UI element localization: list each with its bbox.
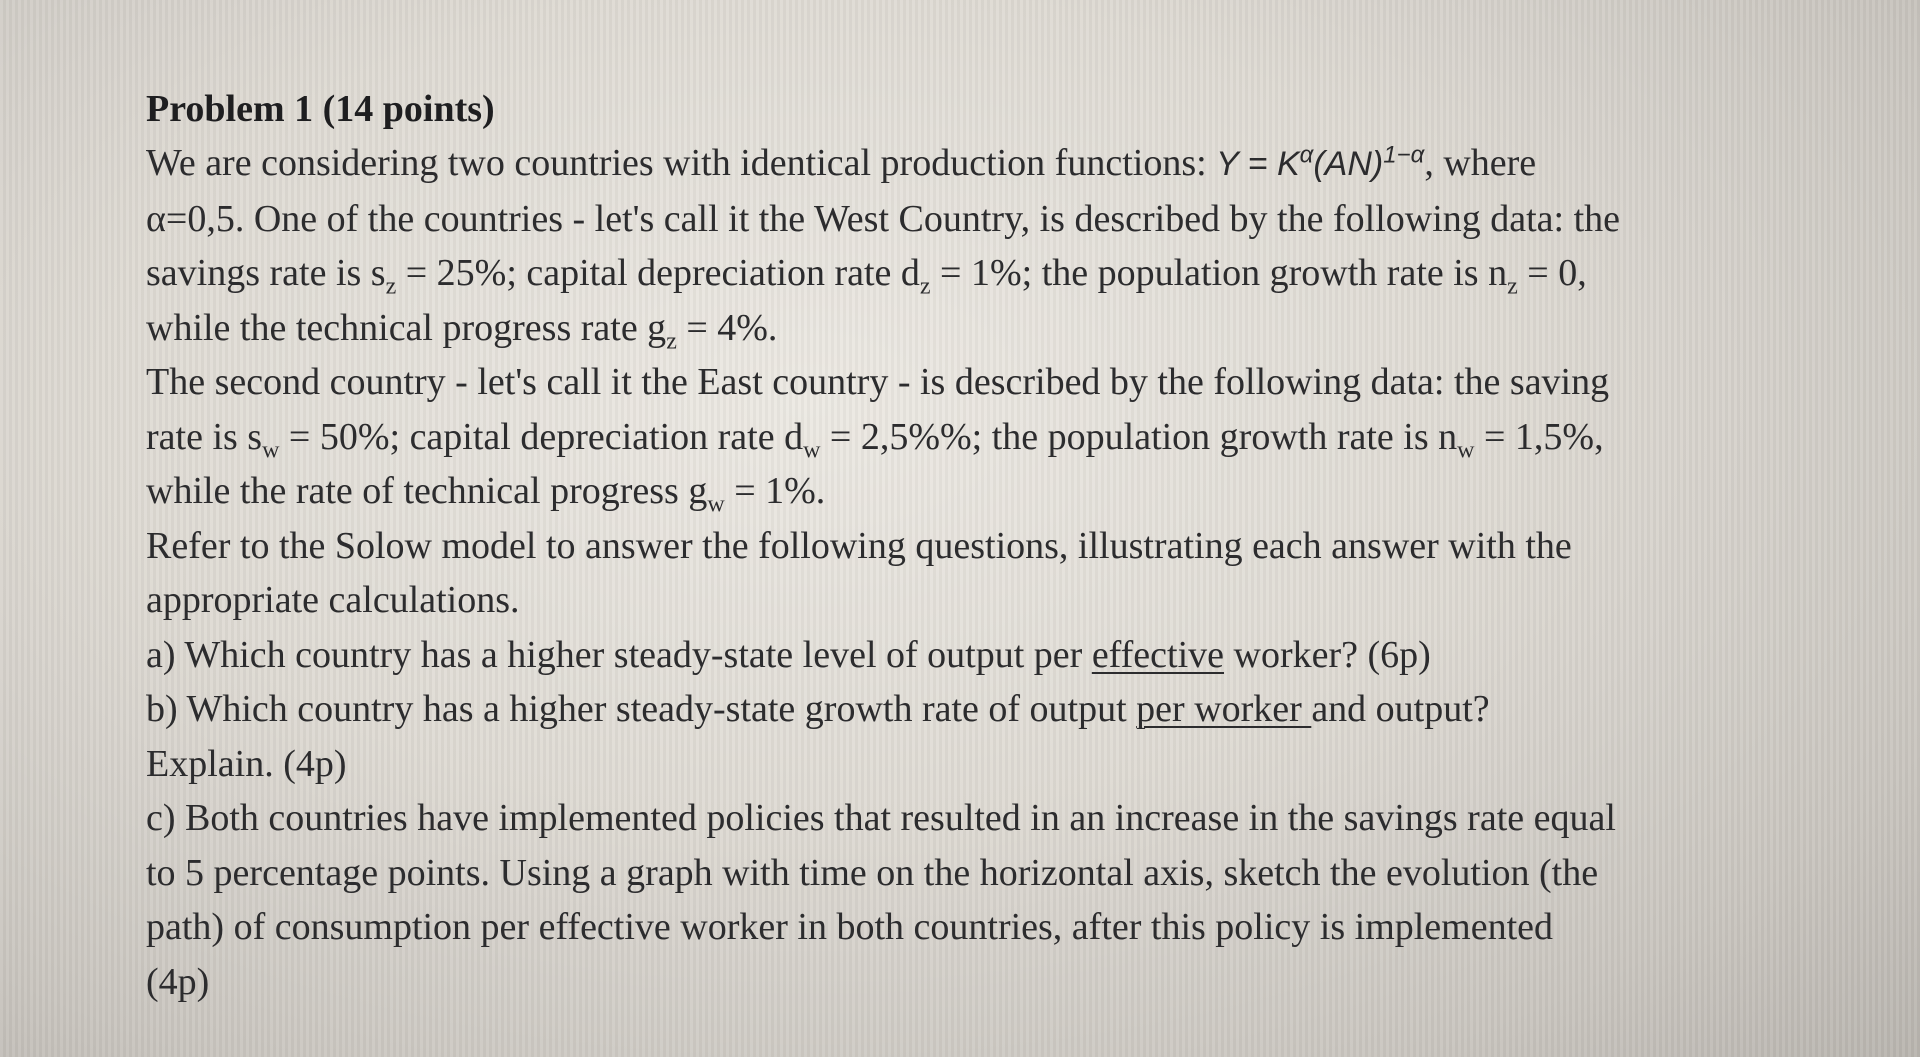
question-b-text-end: and output?	[1311, 688, 1490, 730]
question-a	[146, 628, 1806, 683]
question-c-line-1: c) Both countries have implemented policies that resulted in an increase in the savings rate equal	[146, 797, 1616, 839]
west-tech-line	[146, 301, 1806, 356]
east-savings-label: rate is s	[146, 415, 263, 458]
instructions-line-1: Refer to the Solow model to answer the following questions, illustrating each answer with the	[146, 524, 1572, 567]
subscript: w	[262, 437, 280, 464]
subscript: z	[385, 273, 397, 300]
east-line-1: The second country - let's call it the East country - is described by the following data: the saving	[146, 361, 1610, 403]
subscript: z	[1507, 273, 1518, 300]
west-data-line	[146, 246, 1806, 301]
west-population-value: = 0,	[1517, 252, 1587, 294]
production-function-formula	[1216, 141, 1425, 183]
subscript: w	[803, 437, 821, 464]
formula-base: Y = K	[1216, 145, 1300, 183]
problem-document	[146, 82, 1806, 1009]
intro-text-where: , where	[1424, 142, 1537, 184]
intro-line-1	[146, 136, 1806, 192]
subscript: z	[666, 328, 677, 355]
subscript: w	[707, 491, 725, 518]
subscript: z	[919, 273, 931, 300]
question-c-line-2: to 5 percentage points. Using a graph with time on the horizontal axis, sketch the evolution (the	[146, 851, 1599, 894]
west-savings-label: savings rate is s	[146, 252, 386, 294]
question-a-text: a) Which country has a higher steady-state level of output per	[146, 633, 1092, 676]
west-tech-label: while the technical progress rate g	[146, 306, 667, 349]
east-population-label: = 2,5%%; the population growth rate is n	[820, 415, 1458, 458]
intro-line-2: α=0,5. One of the countries - let's call it the West Country, is described by the following data: the	[146, 197, 1621, 240]
east-population-value: = 1,5%,	[1474, 415, 1604, 458]
question-b-underlined: per worker	[1136, 688, 1312, 730]
problem-title: Problem 1 (14 points)	[146, 88, 495, 130]
question-c-line-3: path) of consumption per effective worker in both countries, after this policy is implemented	[146, 906, 1554, 948]
east-data-line	[146, 410, 1806, 465]
formula-an: (AN)	[1313, 145, 1384, 183]
question-b-text: b) Which country has a higher steady-state growth rate of output	[146, 688, 1137, 730]
west-depreciation-label: = 25%; capital depreciation rate d	[396, 252, 920, 294]
east-tech-line	[146, 464, 1806, 519]
east-tech-value: = 1%.	[724, 470, 826, 512]
east-depreciation-label: = 50%; capital depreciation rate d	[279, 415, 804, 458]
question-a-underlined: effective	[1091, 633, 1225, 676]
east-tech-label: while the rate of technical progress g	[146, 470, 708, 512]
intro-text: We are considering two countries with identical production functions:	[146, 142, 1217, 184]
question-c-line-4: (4p)	[146, 960, 210, 1003]
west-tech-value: = 4%.	[676, 306, 778, 349]
question-b	[146, 682, 1806, 737]
west-population-label: = 1%; the population growth rate is n	[930, 252, 1508, 294]
formula-exponent-one-minus-alpha: 1−α	[1383, 141, 1425, 169]
subscript: w	[1457, 437, 1475, 464]
formula-exponent-alpha: α	[1299, 141, 1314, 169]
question-b-line-2: Explain. (4p)	[146, 742, 347, 785]
instructions-line-2: appropriate calculations.	[146, 579, 520, 621]
question-a-points: worker? (6p)	[1224, 633, 1431, 676]
